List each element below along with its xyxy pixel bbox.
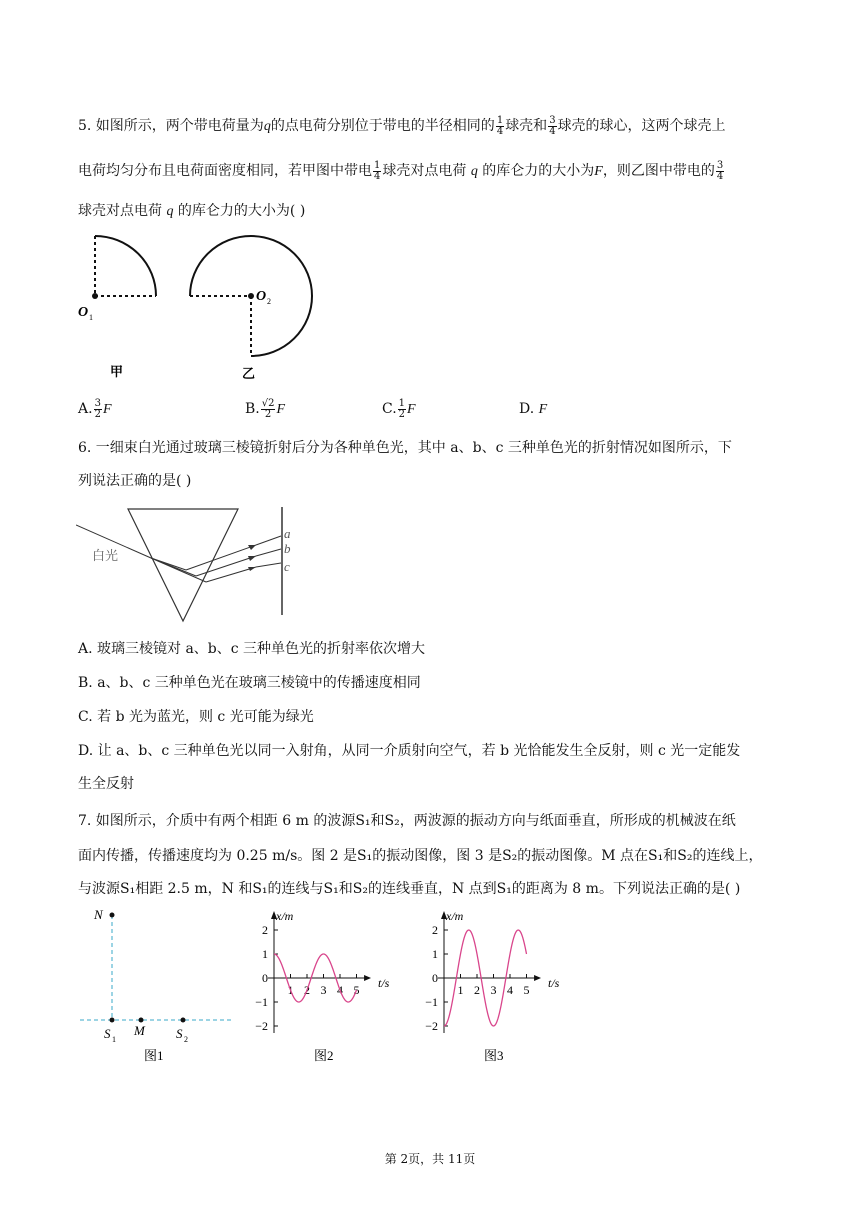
q5-figure (70, 228, 330, 388)
x-tick-label: 2 (304, 983, 310, 997)
y-tick-label: −1 (425, 995, 438, 1009)
x-tick-label: 5 (353, 983, 360, 997)
svg-text:图2: 图2 (314, 1048, 334, 1063)
y-tick-label: −1 (255, 995, 268, 1009)
q6-option-d-line2: 生全反射 (78, 776, 134, 792)
y-tick-label: 0 (262, 971, 268, 985)
y-tick-label: −2 (255, 1019, 268, 1033)
svg-text:2: 2 (184, 1035, 188, 1044)
q6-option-a: A. 玻璃三棱镜对 a、b、c 三种单色光的折射率依次增大 (78, 641, 426, 657)
svg-text:M: M (134, 1023, 145, 1038)
q5-option-b: B. $\frac{√2}{2}$ F (245, 397, 286, 420)
q7-line1: 7. 如图所示，介质中有两个相距 6 m 的波源S₁和S₂，两波源的振动方向与纸面垂直，所形成的机械波在纸 (78, 813, 736, 829)
x-axis-arrow (534, 975, 541, 981)
q6-prism-figure (76, 505, 306, 625)
svg-text:图1: 图1 (144, 1048, 164, 1063)
y-tick-label: −2 (425, 1019, 438, 1033)
q5-line1: 5. 如图所示，两个带电荷量为q的点电荷分别位于带电的半径相同的 $\frac{1}{4}$ 球壳和 $\frac{3}{4}$ 球壳的球心，这两个球壳上 (78, 114, 726, 137)
q7-fig1 (76, 905, 236, 1065)
svg-text:2: 2 (267, 297, 271, 306)
svg-text:N: N (94, 907, 103, 922)
svg-text:S: S (176, 1026, 183, 1041)
svg-text:x/m: x/m (276, 909, 294, 923)
svg-text:O: O (256, 289, 267, 304)
q6-option-d-line1: D. 让 a、b、c 三种单色光以同一入射角，从同一介质射向空气，若 b 光恰能发生全反射，则 c 光一定能发 (78, 743, 741, 759)
svg-text:甲: 甲 (110, 364, 124, 379)
q5-option-a: A. $\frac{3}{2}$ F (78, 397, 112, 420)
svg-text:1: 1 (89, 313, 93, 322)
x-axis-arrow (364, 975, 371, 981)
q5-line3: 球壳对点电荷 q 的库仑力的大小为( ) (78, 203, 306, 219)
y-tick-label: 2 (432, 923, 438, 937)
q6-option-b: B. a、b、c 三种单色光在玻璃三棱镜中的传播速度相同 (78, 675, 421, 691)
x-tick-label: 1 (457, 983, 464, 997)
y-tick-label: 1 (262, 947, 268, 961)
x-tick-label: 4 (337, 983, 343, 997)
svg-text:b: b (284, 541, 291, 556)
y-tick-label: 2 (262, 923, 268, 937)
q6-line1: 6. 一细束白光通过玻璃三棱镜折射后分为各种单色光，其中 a、b、c 三种单色光的折射情况如图所示，下 (78, 440, 732, 456)
page-footer: 第 2页，共 11页 (384, 1152, 476, 1166)
x-tick-label: 1 (287, 983, 294, 997)
svg-text:S: S (104, 1026, 111, 1041)
q6-option-c: C. 若 b 光为蓝光，则 c 光可能为绿光 (78, 709, 314, 725)
q6-line2: 列说法正确的是( ) (78, 473, 192, 489)
x-tick-label: 4 (507, 983, 513, 997)
q7-fig2-chart (244, 905, 404, 1065)
svg-text:t/s: t/s (378, 976, 390, 990)
svg-text:白光: 白光 (92, 548, 119, 563)
svg-text:O: O (78, 305, 89, 320)
fig-jia (78, 236, 156, 379)
q5-option-d: D. F (519, 401, 548, 417)
svg-text:c: c (284, 559, 290, 574)
x-tick-label: 3 (320, 983, 327, 997)
svg-text:t/s: t/s (548, 976, 560, 990)
svg-text:1: 1 (112, 1035, 116, 1044)
x-tick-label: 5 (523, 983, 530, 997)
q7-fig3-chart (414, 905, 574, 1065)
q5-option-c: C. $\frac{1}{2}$ F (382, 397, 416, 420)
q5-line2: 电荷均匀分布且电荷面密度相同，若甲图中带电 $\frac{1}{4}$ 球壳对点电荷 q 的库仑力的大小为F，则乙图中带电的 $\frac{3}{4}$ (78, 159, 724, 182)
q7-line3: 与波源S₁相距 2.5 m，N 和S₁的连线与S₁和S₂的连线垂直，N 点到S₁的距离为 8 m。下列说法正确的是( ) (78, 881, 741, 897)
y-tick-label: 0 (432, 971, 438, 985)
q7-line2: 面内传播，传播速度均为 0.25 m/s。图 2 是S₁的振动图像，图 3 是S₂的振动图像。M 点在S₁和S₂的连线上， (78, 848, 763, 864)
fig-yi (190, 236, 312, 381)
y-tick-label: 1 (432, 947, 438, 961)
svg-text:a: a (284, 526, 291, 541)
svg-text:x/m: x/m (446, 909, 464, 923)
svg-text:图3: 图3 (484, 1048, 504, 1063)
x-tick-label: 2 (474, 983, 480, 997)
x-tick-label: 3 (490, 983, 497, 997)
svg-text:乙: 乙 (242, 366, 256, 381)
